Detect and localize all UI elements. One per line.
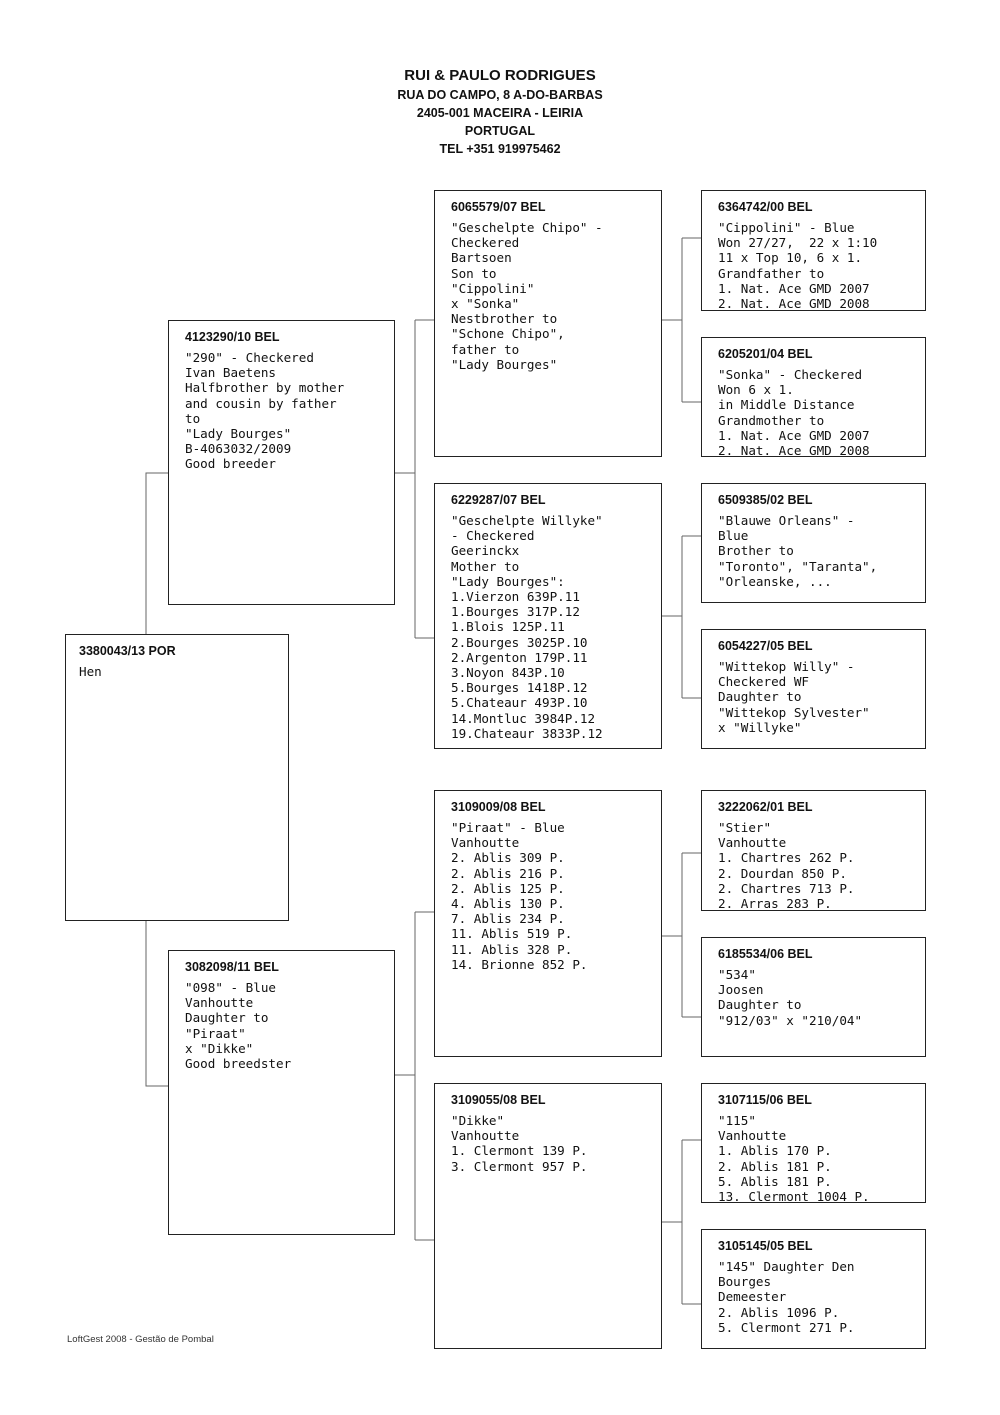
- bird-description: "Geschelpte Chipo" - Checkered Bartsoen Son to "Cippolini" x "Sonka" Nestbrother to "Schone Chipo", father to "Lady Bourges": [451, 220, 603, 372]
- pedigree-dam: [168, 950, 395, 1235]
- ring-number: 6054227/05 BEL: [718, 639, 813, 653]
- bird-description: "098" - Blue Vanhoutte Daughter to "Piraat" x "Dikke" Good breedster: [185, 980, 292, 1072]
- ring-number: 3109055/08 BEL: [451, 1093, 546, 1107]
- bird-description: "Blauwe Orleans" - Blue Brother to "Toronto", "Taranta", "Orleanske, ...: [718, 513, 878, 589]
- bird-description: "Sonka" - Checkered Won 6 x 1. in Middle Distance Grandmother to 1. Nat. Ace GMD 2007 2. Nat. Ace GMD 2008: [718, 367, 870, 459]
- bird-description: "Dikke" Vanhoutte 1. Clermont 139 P. 3. Clermont 957 P.: [451, 1113, 588, 1174]
- bird-description: Hen: [79, 664, 102, 679]
- pedigree-sire-sire-sire: [701, 190, 926, 311]
- ring-number: 6229287/07 BEL: [451, 493, 546, 507]
- ring-number: 3109009/08 BEL: [451, 800, 546, 814]
- pedigree-sire-sire-dam: [701, 337, 926, 457]
- connector-subject-sire: [146, 473, 168, 634]
- breeder-name: RUI & PAULO RODRIGUES: [404, 67, 596, 84]
- breeder-address-line1: RUA DO CAMPO, 8 A-DO-BARBAS: [397, 88, 603, 102]
- bird-description: "Stier" Vanhoutte 1. Chartres 262 P. 2. Dourdan 850 P. 2. Chartres 713 P. 2. Arras 283 P.: [718, 820, 855, 912]
- software-footer: LoftGest 2008 - Gestão de Pombal: [67, 1334, 214, 1345]
- ring-number: 3107115/06 BEL: [718, 1093, 812, 1107]
- pedigree-sire-dam: [434, 483, 662, 749]
- ring-number: 3380043/13 POR: [79, 644, 176, 658]
- ring-number: 3082098/11 BEL: [185, 960, 279, 974]
- pedigree-sire-dam-dam: [701, 629, 926, 749]
- breeder-country: PORTUGAL: [464, 124, 536, 138]
- ring-number: 6509385/02 BEL: [718, 493, 813, 507]
- ring-number: 6205201/04 BEL: [718, 347, 813, 361]
- bird-description: "115" Vanhoutte 1. Ablis 170 P. 2. Ablis 181 P. 5. Ablis 181 P. 13. Clermont 1004 P.: [718, 1113, 870, 1205]
- pedigree-sire-sire: [434, 190, 662, 457]
- pedigree-dam-sire-dam: [701, 937, 926, 1057]
- bird-description: "Piraat" - Blue Vanhoutte 2. Ablis 309 P. 2. Ablis 216 P. 2. Ablis 125 P. 4. Ablis 130 P. 7. Ablis 234 P. 11. Ablis 519 P. 11. Ablis 328 P. 14. Brionne 852 P.: [451, 820, 588, 972]
- bird-description: "Cippolini" - Blue Won 27/27, 22 x 1:10 11 x Top 10, 6 x 1. Grandfather to 1. Nat. Ace GMD 2007 2. Nat. Ace GMD 2008: [718, 220, 878, 312]
- pedigree-dam-dam-dam: [701, 1229, 926, 1349]
- bird-description: "Wittekop Willy" - Checkered WF Daughter to "Wittekop Sylvester" x "Willyke": [718, 659, 870, 735]
- ring-number: 6185534/06 BEL: [718, 947, 813, 961]
- ring-number: 6065579/07 BEL: [451, 200, 546, 214]
- pedigree-dam-dam: [434, 1083, 662, 1349]
- pedigree-sire: [168, 320, 395, 605]
- breeder-phone: TEL +351 919975462: [439, 142, 561, 156]
- ring-number: 6364742/00 BEL: [718, 200, 813, 214]
- pedigree-subject: [65, 634, 289, 921]
- pedigree-dam-sire-sire: [701, 790, 926, 911]
- bird-description: "Geschelpte Willyke" - Checkered Geerinckx Mother to "Lady Bourges": 1.Vierzon 639P.11 1.Bourges 317P.12 1.Blois 125P.11 2.Bourges 3025P.10 2.Argenton 179P.11 3.Noyon 843P.10 5.Bourges 1418P.12 5.Chateaur 493P.10 14.Montluc 3984P.12 19.Chateaur 3833P.12: [451, 513, 603, 741]
- bird-description: "145" Daughter Den Bourges Demeester 2. Ablis 1096 P. 5. Clermont 271 P.: [718, 1259, 855, 1335]
- ring-number: 3105145/05 BEL: [718, 1239, 813, 1253]
- bird-description: "534" Joosen Daughter to "912/03" x "210/04": [718, 967, 863, 1028]
- pedigree-dam-dam-sire: [701, 1083, 926, 1203]
- breeder-address-line2: 2405-001 MACEIRA - LEIRIA: [416, 106, 584, 120]
- pedigree-dam-sire: [434, 790, 662, 1057]
- pedigree-sire-dam-sire: [701, 483, 926, 603]
- ring-number: 4123290/10 BEL: [185, 330, 280, 344]
- ring-number: 3222062/01 BEL: [718, 800, 813, 814]
- connector-subject-dam: [146, 920, 168, 1086]
- bird-description: "290" - Checkered Ivan Baetens Halfbrother by mother and cousin by father to "Lady Bourges" B-4063032/2009 Good breeder: [185, 350, 345, 472]
